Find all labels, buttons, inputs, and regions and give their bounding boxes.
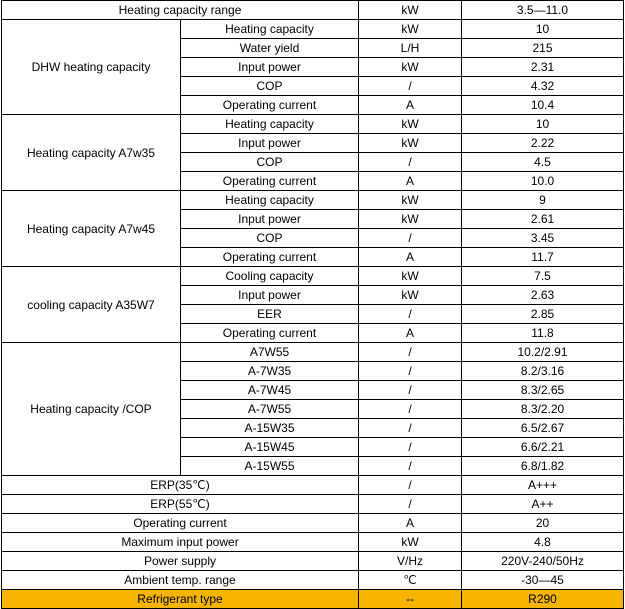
item-label: Operating current (181, 248, 359, 267)
item-label: EER (181, 305, 359, 324)
unit-cell: / (359, 362, 462, 381)
value-cell: 2.61 (462, 210, 624, 229)
item-label: Input power (181, 286, 359, 305)
unit-cell: / (359, 400, 462, 419)
unit-cell: A (359, 172, 462, 191)
parameter-label: Operating current (2, 514, 359, 533)
value-cell: 9 (462, 191, 624, 210)
item-label: Heating capacity (181, 115, 359, 134)
value-cell: 3.45 (462, 229, 624, 248)
parameter-label: Maximum input power (2, 533, 359, 552)
unit-cell: / (359, 153, 462, 172)
value-cell: R290 (462, 590, 624, 609)
item-label: COP (181, 229, 359, 248)
unit-cell: kW (359, 191, 462, 210)
parameter-label: ERP(55℃) (2, 495, 359, 514)
unit-cell: A (359, 96, 462, 115)
unit-cell: kW (359, 267, 462, 286)
unit-cell: / (359, 343, 462, 362)
parameter-label: Refrigerant type (2, 590, 359, 609)
parameter-label: ERP(35℃) (2, 476, 359, 495)
value-cell: 8.3/2.65 (462, 381, 624, 400)
unit-cell: / (359, 77, 462, 96)
item-label: Input power (181, 210, 359, 229)
unit-cell: A (359, 514, 462, 533)
table-row (2, 343, 624, 362)
unit-cell: kW (359, 58, 462, 77)
item-label: Input power (181, 58, 359, 77)
unit-cell: kW (359, 115, 462, 134)
unit-cell: / (359, 495, 462, 514)
value-cell: 11.8 (462, 324, 624, 343)
value-cell: 10 (462, 20, 624, 39)
unit-cell: ℃ (359, 571, 462, 590)
value-cell: A++ (462, 495, 624, 514)
value-cell: 2.63 (462, 286, 624, 305)
unit-cell: / (359, 305, 462, 324)
table-row (2, 514, 624, 533)
item-label: COP (181, 77, 359, 96)
unit-cell: kW (359, 210, 462, 229)
table-row (2, 1, 624, 20)
unit-cell: / (359, 419, 462, 438)
item-label: A-7W55 (181, 400, 359, 419)
value-cell: 2.85 (462, 305, 624, 324)
table-row (2, 267, 624, 286)
group-label: cooling capacity A35W7 (2, 267, 181, 343)
item-label: Cooling capacity (181, 267, 359, 286)
value-cell: -30—45 (462, 571, 624, 590)
value-cell: 7.5 (462, 267, 624, 286)
value-cell: 4.5 (462, 153, 624, 172)
group-label: Heating capacity A7w45 (2, 191, 181, 267)
value-cell: 11.7 (462, 248, 624, 267)
group-label: Heating capacity A7w35 (2, 115, 181, 191)
item-label: Water yield (181, 39, 359, 58)
value-cell: 3.5—11.0 (462, 1, 624, 20)
item-label: A-7W45 (181, 381, 359, 400)
value-cell: A+++ (462, 476, 624, 495)
unit-cell: A (359, 324, 462, 343)
table-row (2, 191, 624, 210)
table-row (2, 115, 624, 134)
unit-cell: kW (359, 533, 462, 552)
item-label: Operating current (181, 172, 359, 191)
item-label: A-7W35 (181, 362, 359, 381)
table-row (2, 20, 624, 39)
unit-cell: kW (359, 1, 462, 20)
parameter-label: Power supply (2, 552, 359, 571)
item-label: Heating capacity (181, 20, 359, 39)
unit-cell: -- (359, 590, 462, 609)
unit-cell: V/Hz (359, 552, 462, 571)
value-cell: 6.8/1.82 (462, 457, 624, 476)
unit-cell: kW (359, 134, 462, 153)
value-cell: 220V-240/50Hz (462, 552, 624, 571)
value-cell: 10 (462, 115, 624, 134)
value-cell: 6.6/2.21 (462, 438, 624, 457)
value-cell: 8.2/3.16 (462, 362, 624, 381)
unit-cell: / (359, 457, 462, 476)
item-label: Operating current (181, 96, 359, 115)
parameter-label: Ambient temp. range (2, 571, 359, 590)
spec-table-body (2, 1, 624, 609)
group-label: DHW heating capacity (2, 20, 181, 115)
table-row (2, 571, 624, 590)
spec-table (1, 0, 624, 609)
table-row (2, 533, 624, 552)
item-label: A-15W35 (181, 419, 359, 438)
table-row (2, 552, 624, 571)
parameter-label: Heating capacity range (2, 1, 359, 20)
item-label: A-15W45 (181, 438, 359, 457)
value-cell: 8.3/2.20 (462, 400, 624, 419)
value-cell: 6.5/2.67 (462, 419, 624, 438)
value-cell: 10.4 (462, 96, 624, 115)
group-label: Heating capacity /COP (2, 343, 181, 476)
item-label: Heating capacity (181, 191, 359, 210)
value-cell: 215 (462, 39, 624, 58)
table-row (2, 476, 624, 495)
value-cell: 20 (462, 514, 624, 533)
unit-cell: / (359, 229, 462, 248)
value-cell: 2.22 (462, 134, 624, 153)
item-label: COP (181, 153, 359, 172)
unit-cell: / (359, 438, 462, 457)
item-label: Input power (181, 134, 359, 153)
value-cell: 2.31 (462, 58, 624, 77)
item-label: Operating current (181, 324, 359, 343)
unit-cell: kW (359, 20, 462, 39)
unit-cell: / (359, 381, 462, 400)
unit-cell: kW (359, 286, 462, 305)
unit-cell: / (359, 476, 462, 495)
unit-cell: L/H (359, 39, 462, 58)
value-cell: 10.0 (462, 172, 624, 191)
unit-cell: A (359, 248, 462, 267)
item-label: A-15W55 (181, 457, 359, 476)
item-label: A7W55 (181, 343, 359, 362)
value-cell: 4.32 (462, 77, 624, 96)
value-cell: 10.2/2.91 (462, 343, 624, 362)
table-row (2, 495, 624, 514)
value-cell: 4.8 (462, 533, 624, 552)
